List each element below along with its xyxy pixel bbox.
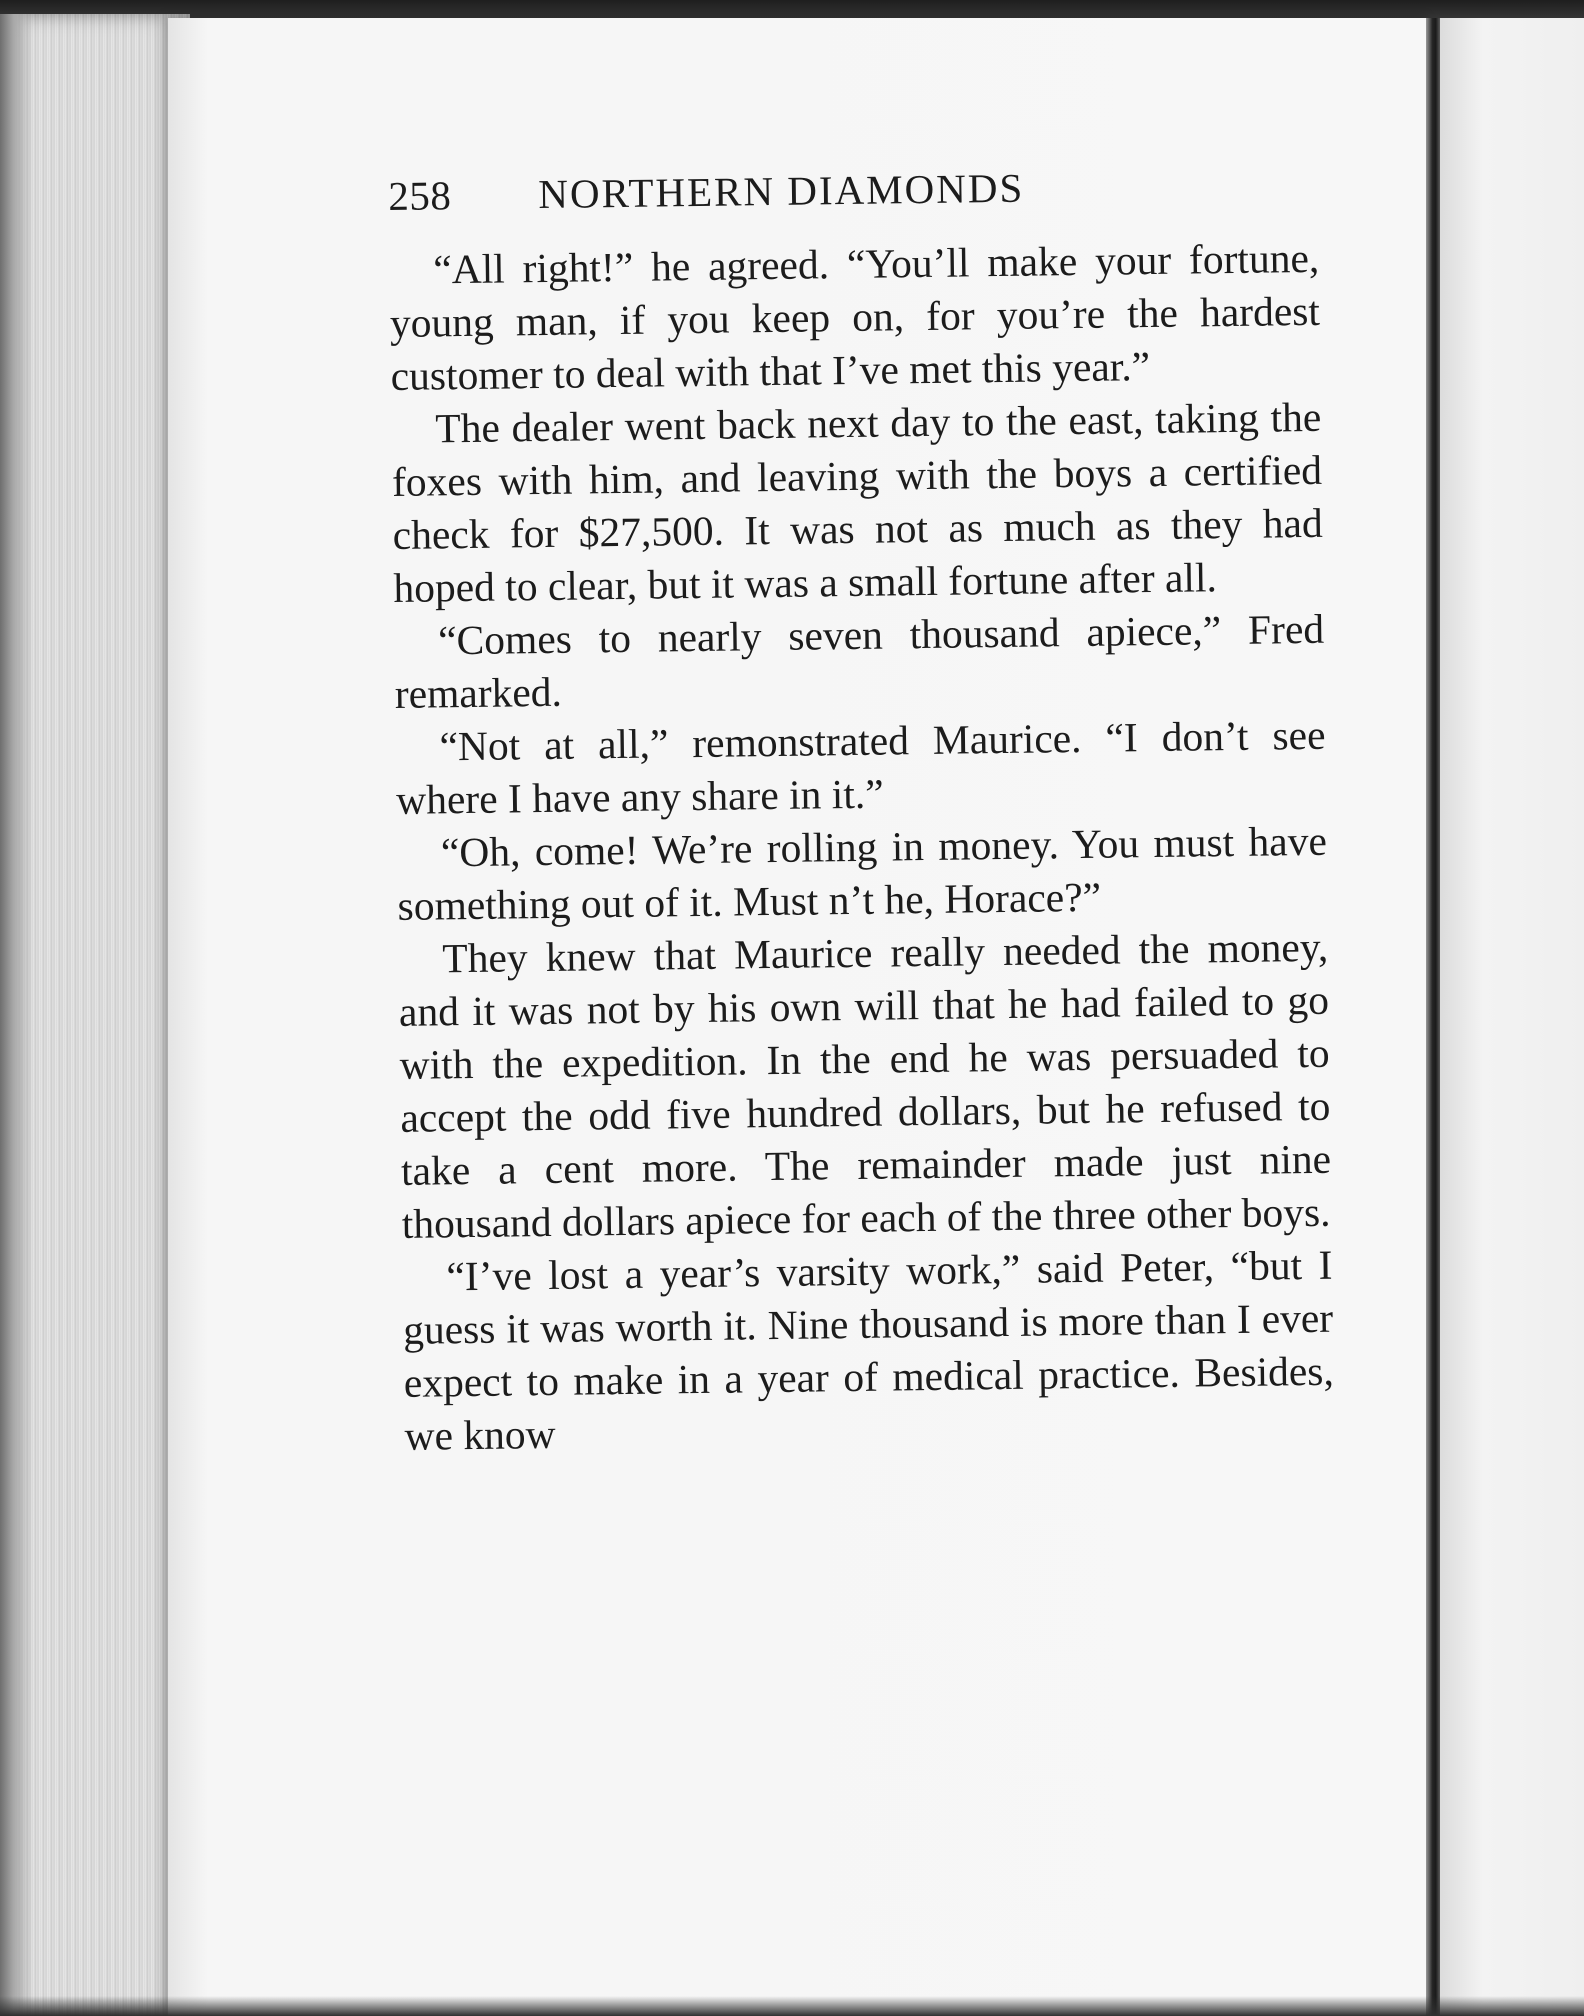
paragraph: “Comes to nearly seven thousand apiece,” Fred remarked. [394,605,1325,717]
running-head [388,160,1319,244]
page-content [388,160,1335,1463]
paragraph: They knew that Maurice really needed the money, and it was not by his own will that he had failed to go with the expedition. In the end he was persuaded to accept the odd five hundred dollars, but he refused to take a cent more. The remainder made just nine thousand dollars apiece for each of the three other boys. [398,923,1332,1247]
scanner-background-bottom [0,1996,1584,2016]
paragraph: The dealer went back next day to the east, taking the foxes with him, and leaving with the boys a certified check for $27,500. It was not as much as they had hoped to clear, but it was a small fortune after all. [391,393,1323,611]
facing-page [1440,18,1584,2016]
paragraph: “Not at all,” remonstrated Maurice. “I don’t see where I have any share in it.” [395,711,1326,823]
paragraph: “I’ve lost a year’s varsity work,” said Peter, “but I guess it was worth it. Nine thousand is more than I ever expect to make in a year of medical practice. Besides, we know [402,1241,1335,1459]
book-gutter [1426,18,1440,2016]
body-text [389,232,1335,1463]
book-title: NORTHERN DIAMONDS [538,164,1025,218]
paragraph: “Oh, come! We’re rolling in money. You must have something out of it. Must n’t he, Horace?” [397,817,1328,929]
paragraph: “All right!” he agreed. “You’ll make your fortune, young man, if you keep on, for you’re the hardest customer to deal with that I’ve met this year.” [389,234,1321,399]
book-page-edges [0,14,190,2016]
page-number: 258 [388,172,452,219]
